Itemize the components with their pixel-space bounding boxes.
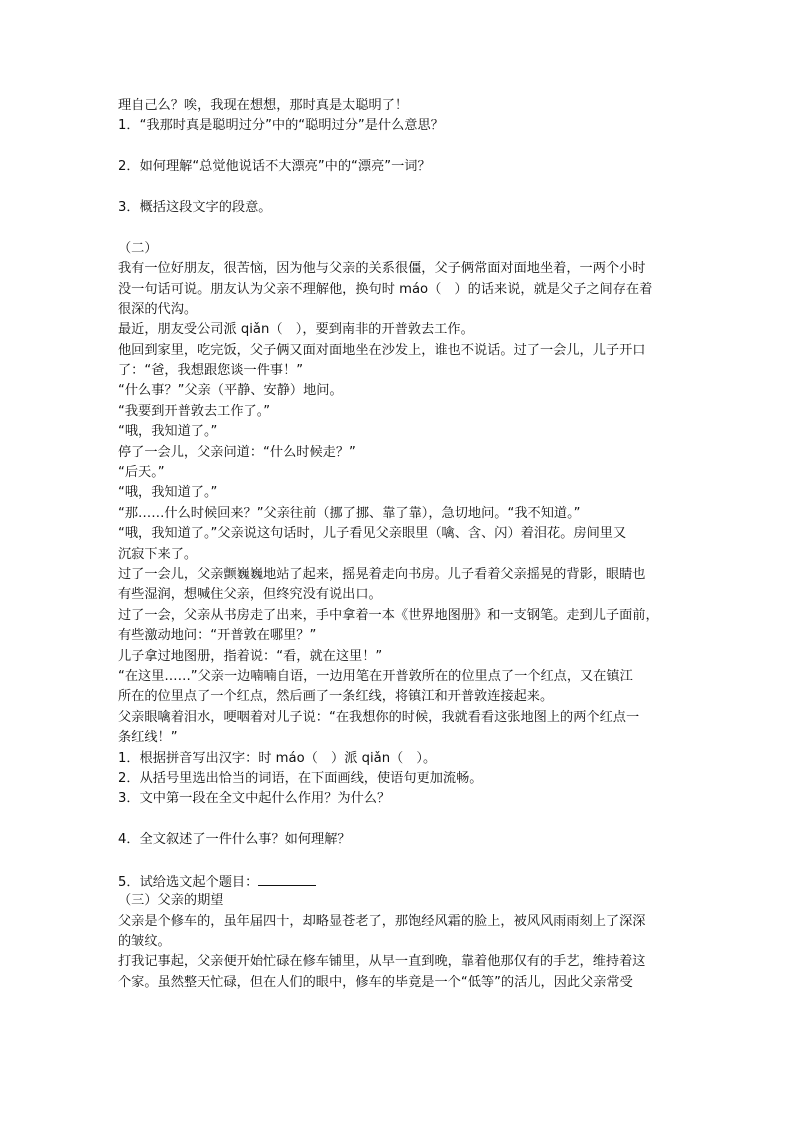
question-3: 3．文中第一段在全文中起什么作用？为什么？ bbox=[118, 791, 391, 807]
text-line: “我要到开普敦去工作了。” bbox=[118, 403, 271, 419]
text-line: “哦，我知道了。” bbox=[118, 485, 218, 501]
question-4: 4．全文叙述了一件什么事？如何理解？ bbox=[118, 832, 351, 848]
question-1: 1．“我那时真是聪明过分”中的“聪明过分”是什么意思？ bbox=[118, 118, 444, 134]
text-line: 打我记事起，父亲便开始忙碌在修车铺里，从早一直到晚，靠着他那仅有的手艺，维持着这 bbox=[118, 954, 646, 970]
question-1: 1．根据拼音写出汉字：时 máo（ ）派 qiǎn（ ）。 bbox=[118, 750, 437, 766]
text-line: 了：“爸，我想跟您谈一件事！” bbox=[118, 363, 304, 379]
text-line: 所在的位里点了一个红点，然后画了一条红线，将镇江和开普敦连接起来。 bbox=[118, 689, 554, 705]
text-line: 理自己么？唉，我现在想想，那时真是太聪明了！ bbox=[118, 98, 409, 113]
question-5 bbox=[118, 871, 678, 891]
question-2: 2．如何理解“总觉他说话不大漂亮”中的“漂亮”一词？ bbox=[118, 159, 431, 175]
text-line: 他回到家里，吃完饭，父子俩又面对面地坐在沙发上，谁也不说话。过了一会儿，儿子开口 bbox=[118, 342, 646, 358]
text-line: 过了一会儿，父亲颤巍巍地站了起来，摇晃着走向书房。儿子看着父亲摇晃的背影，眼睛也 bbox=[118, 566, 646, 582]
text-line: 没一句话可说。朋友认为父亲不理解他，换句时 máo（ ）的话来说，就是父子之间存在着 bbox=[118, 281, 653, 297]
text-line: 很深的代沟。 bbox=[118, 301, 198, 317]
section-heading-3: （三）父亲的期望 bbox=[118, 893, 224, 909]
text-line: “哦，我知道了。”父亲说这句话时，儿子看见父亲眼里（噙、含、闪）着泪花。房间里又 bbox=[118, 526, 627, 542]
text-line: “哦，我知道了。” bbox=[118, 424, 218, 440]
text-line: “后天。” bbox=[118, 465, 165, 481]
text-line: 停了一会儿，父亲问道：“什么时候走？” bbox=[118, 444, 356, 460]
text-line: 最近，朋友受公司派 qiǎn（ ），要到南非的开普敦去工作。 bbox=[118, 322, 474, 338]
text-line: 过了一会，父亲从书房走了出来，手中拿着一本《世界地图册》和一支钢笔。走到儿子面前， bbox=[118, 607, 659, 623]
text-line: 儿子拿过地图册，指着说：“看，就在这里！” bbox=[118, 648, 383, 664]
text-line: 有些湿润，想喊住父亲，但终究没有说出口。 bbox=[118, 587, 382, 603]
text-line: “什么事？”父亲（平静、安静）地问。 bbox=[118, 383, 343, 399]
text-line: “那……什么时候回来？”父亲往前（挪了挪、靠了靠），急切地问。“我不知道。” bbox=[118, 505, 581, 521]
text-line: 父亲是个修车的，虽年届四十，却略显苍老了，那饱经风霜的脸上，被风风雨雨刻上了深深 bbox=[118, 913, 646, 929]
question-2: 2．从括号里选出恰当的词语，在下面画线，使语句更加流畅。 bbox=[118, 770, 483, 786]
answer-blank bbox=[258, 871, 316, 886]
text-line: “在这里……”父亲一边喃喃自语，一边用笔在开普敦所在的位里点了一个红点，又在镇江 bbox=[118, 668, 633, 684]
text-line: 个家。虽然整天忙碌，但在人们的眼中，修车的毕竟是一个“低等”的活儿，因此父亲常受 bbox=[118, 974, 633, 990]
section-heading-2: （二） bbox=[118, 240, 158, 256]
text-line: 父亲眼噙着泪水，哽咽着对儿子说：“在我想你的时候，我就看看这张地图上的两个红点一 bbox=[118, 709, 640, 725]
document-page bbox=[118, 96, 678, 993]
text-line: 条红线！” bbox=[118, 730, 178, 746]
text-line: 我有一位好朋友，很苦恼，因为他与父亲的关系很僵，父子俩常面对面地坐着，一两个小时 bbox=[118, 261, 646, 277]
question-3: 3．概括这段文字的段意。 bbox=[118, 199, 272, 215]
text-line: 有些激动地问：“开普敦在哪里？” bbox=[118, 628, 317, 644]
question-5-text: 5．试给选文起个题目： bbox=[118, 874, 259, 890]
text-line: 的皱纹。 bbox=[118, 934, 171, 950]
text-line: 沉寂下来了。 bbox=[118, 546, 198, 562]
